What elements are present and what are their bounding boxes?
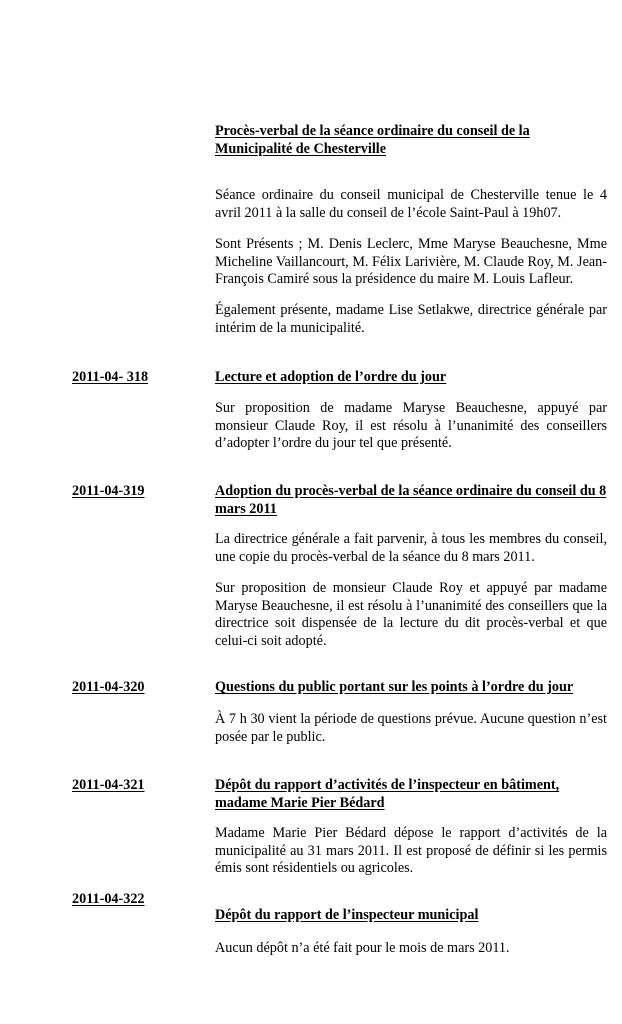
intro-paragraph-director: Également présente, madame Lise Setlakwe, directrice générale par intérim de la municipalité. [215, 302, 607, 336]
resolution-number: 2011-04-320 [72, 679, 145, 695]
resolution-title: Questions du public portant sur les points à l’ordre du jour [215, 679, 574, 695]
resolution-title: Dépôt du rapport d’activités de l’inspecteur en bâtiment, madame Marie Pier Bédard [215, 777, 560, 811]
intro-paragraph-attendees: Sont Présents ; M. Denis Leclerc, Mme Maryse Beauchesne, Mme Micheline Vaillancourt, M. Félix Larivière, M. Claude Roy, M. Jean-François Camiré sous la présidence du maire M. Louis Lafleur. [215, 236, 607, 287]
resolution-number: 2011-04- 318 [72, 369, 149, 385]
resolution-paragraph: Sur proposition de madame Maryse Beauchesne, appuyé par monsieur Claude Roy, il est résolu à l’unanimité des conseillers d’adopter l’ordre du jour tel que présenté. [215, 400, 607, 451]
resolution-paragraph: Madame Marie Pier Bédard dépose le rapport d’activités de la municipalité au 31 mars 2011. Il est proposé de définir si les permis émis sont résidentiels ou agricoles. [215, 825, 607, 876]
document-title: Procès-verbal de la séance ordinaire du conseil de la Municipalité de Chesterville [215, 123, 530, 157]
intro-paragraph-meeting: Séance ordinaire du conseil municipal de Chesterville tenue le 4 avril 2011 à la salle du conseil de l’école Saint-Paul à 19h07. [215, 187, 607, 221]
resolution-number: 2011-04-322 [72, 891, 145, 907]
resolution-paragraph: Sur proposition de monsieur Claude Roy et appuyé par madame Maryse Beauchesne, il est résolu à l’unanimité des conseillers que la directrice soit dispensée de la lecture du dit procès-verbal et que celui-ci soit adopté. [215, 580, 607, 649]
resolution-title: Lecture et adoption de l’ordre du jour [215, 369, 447, 385]
resolution-paragraph: La directrice générale a fait parvenir, à tous les membres du conseil, une copie du procès-verbal de la séance du 8 mars 2011. [215, 531, 607, 565]
resolution-number: 2011-04-321 [72, 777, 145, 793]
resolution-number: 2011-04-319 [72, 483, 145, 499]
resolution-title: Adoption du procès-verbal de la séance ordinaire du conseil du 8 mars 2011 [215, 483, 607, 517]
resolution-paragraph: Aucun dépôt n’a été fait pour le mois de mars 2011. [215, 940, 510, 956]
resolution-paragraph: À 7 h 30 vient la période de questions prévue. Aucune question n’est posée par le public. [215, 711, 607, 745]
resolution-title: Dépôt du rapport de l’inspecteur municipal [215, 907, 479, 923]
